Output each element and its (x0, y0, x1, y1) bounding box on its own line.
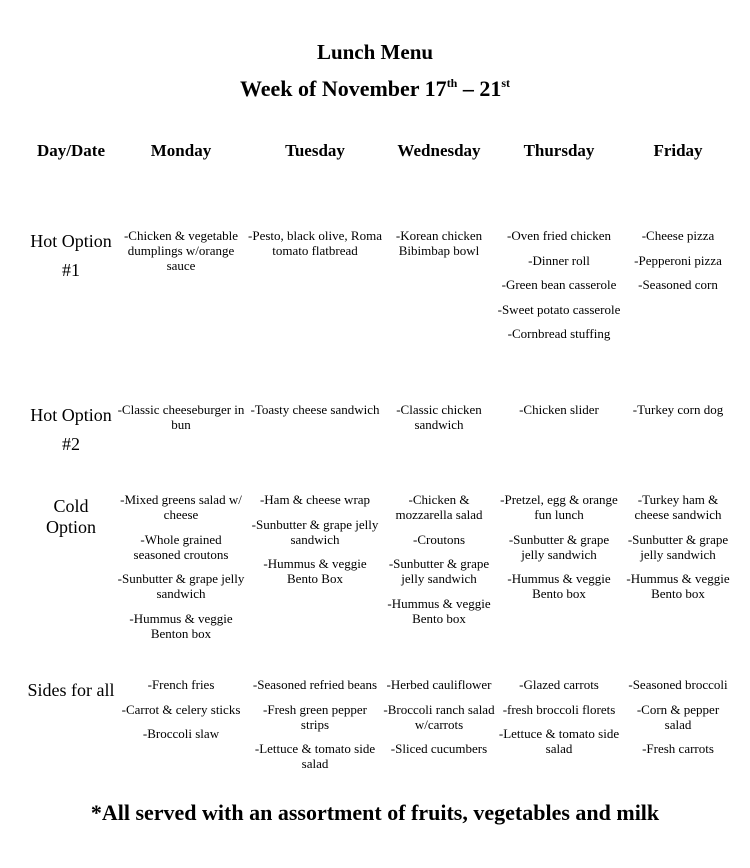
menu-item: -Mixed greens salad w/ cheese (120, 492, 242, 522)
row-label-line: #1 (62, 260, 80, 280)
menu-item: -Classic cheeseburger in bun (117, 402, 245, 432)
menu-item: -Turkey ham & cheese sandwich (634, 492, 722, 522)
cell-hot1-monday (116, 228, 246, 273)
page-title: Lunch Menu (316, 40, 434, 64)
menu-item: -Pesto, black olive, Roma tomato flatbread (248, 228, 382, 258)
cell-hot2-thursday (496, 402, 622, 417)
header-thursday: Thursday (523, 141, 595, 160)
menu-item: -Croutons (413, 531, 465, 547)
subtitle-sup-th: th (446, 76, 458, 90)
menu-item: -Seasoned refried beans (252, 677, 378, 692)
menu-item: -Hummus & veggie Benton box (129, 610, 233, 641)
menu-item: -Green bean casserole (501, 277, 617, 292)
header-friday: Friday (653, 141, 703, 160)
cell-cold-friday (622, 492, 734, 601)
menu-item: -Cheese pizza (641, 228, 715, 243)
menu-item: -Hummus & veggie Bento box (387, 595, 491, 626)
cell-sides-monday (116, 677, 246, 741)
row-label-line: Hot Option (30, 231, 112, 251)
menu-item: -Lettuce & tomato side salad (498, 726, 620, 756)
menu-item: -Korean chicken Bibimbap bowl (395, 228, 483, 258)
cell-hot2-tuesday (248, 402, 382, 417)
menu-item: -Corn & pepper salad (636, 701, 720, 732)
menu-item: -Pretzel, egg & orange fun lunch (500, 492, 618, 522)
cell-hot1-wednesday (383, 228, 495, 258)
cell-cold-thursday (496, 492, 622, 601)
menu-item: -Dinner roll (528, 252, 590, 268)
cell-cold-monday (116, 492, 246, 641)
menu-item: -Chicken & mozzarella salad (395, 492, 483, 522)
menu-item: -Pepperoni pizza (634, 252, 722, 268)
header-wednesday: Wednesday (397, 141, 481, 160)
subtitle-sup-st: st (501, 76, 511, 90)
subtitle-prefix: Week of November 17 (239, 76, 447, 101)
menu-item: -Broccoli ranch salad w/carrots (383, 701, 495, 732)
cell-hot2-friday (622, 402, 734, 417)
menu-item: -Fresh green pepper strips (263, 701, 367, 732)
menu-item: -Cornbread stuffing (507, 326, 611, 341)
row-label-cold-option (14, 496, 128, 538)
menu-item: -Chicken & vegetable dumplings w/orange sauce (123, 228, 239, 273)
menu-item: -Glazed carrots (519, 677, 599, 692)
menu-item: -Carrot & celery sticks (121, 701, 241, 717)
menu-item: -Hummus & veggie Bento Box (263, 556, 367, 586)
cell-hot2-wednesday (383, 402, 495, 432)
menu-item: -Seasoned corn (638, 277, 718, 292)
menu-item: -Toasty cheese sandwich (250, 402, 380, 417)
menu-item: -Turkey corn dog (632, 402, 724, 417)
row-label-line: Sides for all (27, 680, 115, 700)
menu-item: -Chicken slider (519, 402, 599, 417)
menu-item: -Sunbutter & grape jelly sandwich (251, 516, 379, 547)
menu-item: -Hummus & veggie Bento box (626, 571, 730, 601)
row-label-line: Cold (53, 496, 89, 516)
cell-sides-friday (622, 677, 734, 756)
menu-item: -Hummus & veggie Bento box (507, 571, 611, 601)
row-label-hot-option-2 (14, 401, 128, 459)
menu-item: -Classic chicken sandwich (396, 402, 482, 432)
menu-item: -Sunbutter & grape jelly sandwich (508, 531, 610, 562)
subtitle-middle: – 21 (457, 76, 502, 101)
cell-cold-tuesday (248, 492, 382, 586)
cell-cold-wednesday (383, 492, 495, 626)
cell-sides-tuesday (248, 677, 382, 771)
footer-note: *All served with an assortment of fruits, vegetables and milk (90, 800, 660, 825)
header-monday: Monday (150, 141, 212, 160)
menu-item: -fresh broccoli florets (502, 701, 616, 717)
cell-hot1-thursday (496, 228, 622, 341)
menu-item: -Seasoned broccoli (628, 677, 728, 692)
row-label-line: Hot Option (30, 405, 112, 425)
menu-item: -Lettuce & tomato side salad (254, 741, 376, 771)
menu-item: -Whole grained seasoned croutons (133, 531, 229, 562)
menu-item: -Sweet potato casserole (497, 301, 621, 317)
menu-item: -Sunbutter & grape jelly sandwich (117, 571, 245, 601)
cell-sides-wednesday (383, 677, 495, 756)
menu-item: -Sunbutter & grape jelly sandwich (388, 556, 490, 586)
cell-hot1-friday (622, 228, 734, 292)
row-label-hot-option-1 (14, 227, 128, 285)
cell-sides-thursday (496, 677, 622, 756)
menu-item: -Herbed cauliflower (386, 677, 492, 692)
menu-item: -Ham & cheese wrap (259, 492, 371, 507)
header-tuesday: Tuesday (285, 141, 345, 160)
header-day-date: Day/Date (37, 141, 105, 160)
menu-item: -Fresh carrots (642, 741, 714, 756)
page-subtitle (0, 76, 750, 102)
menu-item: -Sunbutter & grape jelly sandwich (627, 531, 729, 562)
row-label-line: #2 (62, 434, 80, 454)
row-label-sides (14, 676, 128, 705)
menu-item: -French fries (147, 677, 215, 692)
menu-item: -Broccoli slaw (142, 726, 220, 741)
cell-hot1-tuesday (248, 228, 382, 258)
menu-item: -Sliced cucumbers (390, 741, 488, 756)
menu-item: -Oven fried chicken (507, 228, 611, 243)
cell-hot2-monday (116, 402, 246, 432)
row-label-line: Option (45, 517, 96, 537)
